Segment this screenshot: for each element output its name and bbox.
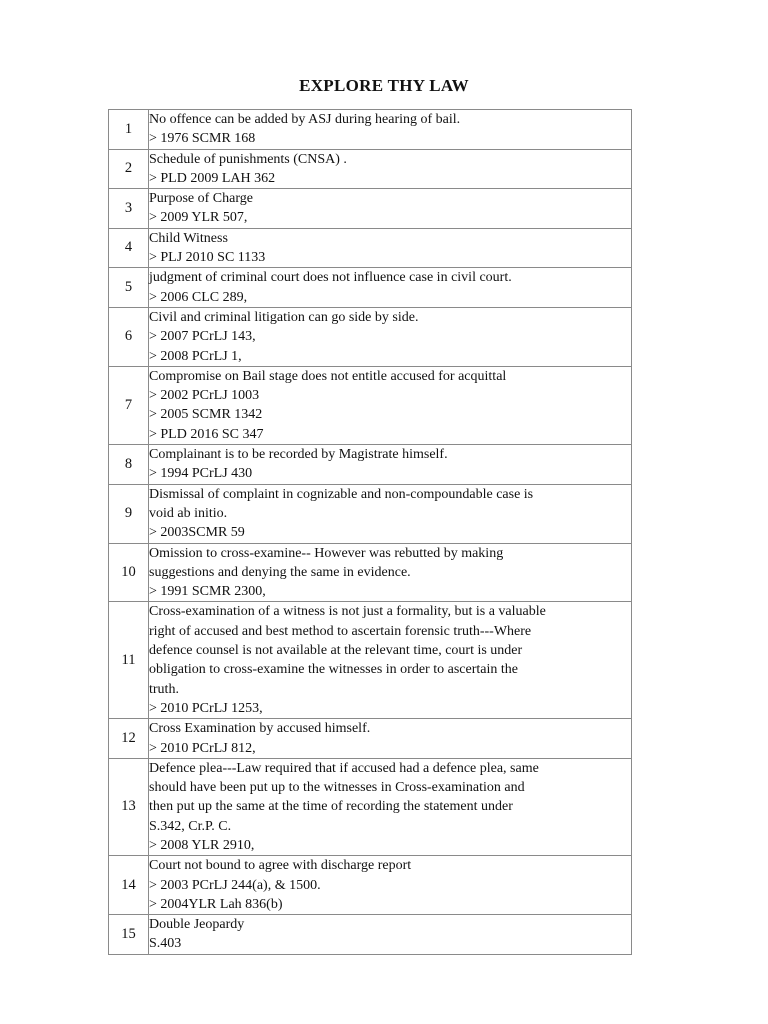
row-line: > 2008 YLR 2910, bbox=[149, 837, 255, 853]
row-line: suggestions and denying the same in evidence. bbox=[149, 564, 411, 580]
row-heading: Purpose of Charge bbox=[149, 191, 253, 207]
table-row bbox=[109, 366, 632, 444]
row-content bbox=[149, 543, 632, 602]
row-line: > 2010 PCrLJ 1253, bbox=[149, 700, 263, 716]
row-line: > 1976 SCMR 168 bbox=[149, 131, 256, 147]
row-heading: Compromise on Bail stage does not entitle accused for acquittal bbox=[149, 368, 507, 384]
law-table-body bbox=[109, 110, 632, 955]
table-row bbox=[109, 268, 632, 308]
row-line: > 2004YLR Lah 836(b) bbox=[149, 896, 283, 912]
table-row bbox=[109, 719, 632, 759]
row-number: 6 bbox=[109, 307, 149, 366]
row-line: > 2002 PCrLJ 1003 bbox=[149, 388, 260, 404]
document-title: EXPLORE THY LAW bbox=[299, 76, 469, 95]
table-row bbox=[109, 189, 632, 229]
row-heading: Complainant is to be recorded by Magistrate himself. bbox=[149, 447, 448, 463]
row-line: > 2009 YLR 507, bbox=[149, 210, 248, 226]
row-line: S.403 bbox=[149, 936, 182, 952]
row-number: 13 bbox=[109, 758, 149, 855]
row-number: 10 bbox=[109, 543, 149, 602]
row-line: right of accused and best method to ascertain forensic truth---Where bbox=[149, 623, 532, 639]
row-line: S.342, Cr.P. C. bbox=[149, 818, 232, 834]
row-content bbox=[149, 189, 632, 229]
row-heading: Child Witness bbox=[149, 230, 228, 246]
row-number: 12 bbox=[109, 719, 149, 759]
row-content bbox=[149, 484, 632, 543]
row-heading: Civil and criminal litigation can go side by side. bbox=[149, 309, 419, 325]
row-number: 9 bbox=[109, 484, 149, 543]
table-row bbox=[109, 484, 632, 543]
row-heading: Dismissal of complaint in cognizable and non-compoundable case is bbox=[149, 486, 534, 502]
row-line: > 2010 PCrLJ 812, bbox=[149, 740, 256, 756]
row-line: > 2003SCMR 59 bbox=[149, 525, 245, 541]
row-line: > 2006 CLC 289, bbox=[149, 289, 248, 305]
row-number: 5 bbox=[109, 268, 149, 308]
row-number: 7 bbox=[109, 366, 149, 444]
row-number: 2 bbox=[109, 149, 149, 189]
row-line: > PLJ 2010 SC 1133 bbox=[149, 250, 266, 266]
row-line: > 2003 PCrLJ 244(a), & 1500. bbox=[149, 877, 321, 893]
row-number: 11 bbox=[109, 602, 149, 719]
row-content bbox=[149, 149, 632, 189]
row-heading: Omission to cross-examine-- However was rebutted by making bbox=[149, 545, 504, 561]
row-content bbox=[149, 719, 632, 759]
table-row bbox=[109, 307, 632, 366]
table-row bbox=[109, 602, 632, 719]
table-row bbox=[109, 445, 632, 485]
table-row bbox=[109, 915, 632, 955]
row-content bbox=[149, 307, 632, 366]
law-table bbox=[108, 109, 632, 955]
table-row bbox=[109, 758, 632, 855]
row-number: 8 bbox=[109, 445, 149, 485]
row-line: should have been put up to the witnesses in Cross-examination and bbox=[149, 780, 525, 796]
row-line: defence counsel is not available at the relevant time, court is under bbox=[149, 643, 523, 659]
row-content bbox=[149, 228, 632, 268]
row-line: > 1991 SCMR 2300, bbox=[149, 584, 266, 600]
row-line: > 1994 PCrLJ 430 bbox=[149, 466, 253, 482]
row-content bbox=[149, 268, 632, 308]
row-heading: No offence can be added by ASJ during hearing of bail. bbox=[149, 112, 461, 127]
row-content bbox=[149, 758, 632, 855]
row-content bbox=[149, 856, 632, 915]
row-line: > PLD 2009 LAH 362 bbox=[149, 170, 276, 186]
row-heading: Schedule of punishments (CNSA) . bbox=[149, 151, 347, 167]
row-heading: Cross-examination of a witness is not just a formality, but is a valuable bbox=[149, 604, 546, 620]
row-line: then put up the same at the time of recording the statement under bbox=[149, 799, 513, 815]
row-content bbox=[149, 602, 632, 719]
table-row bbox=[109, 543, 632, 602]
table-row bbox=[109, 110, 632, 150]
row-content bbox=[149, 110, 632, 150]
row-number: 1 bbox=[109, 110, 149, 150]
row-line: > 2008 PCrLJ 1, bbox=[149, 348, 242, 364]
table-row bbox=[109, 228, 632, 268]
table-row bbox=[109, 856, 632, 915]
row-line: > 2007 PCrLJ 143, bbox=[149, 329, 256, 345]
row-line: void ab initio. bbox=[149, 505, 228, 521]
row-heading: Defence plea---Law required that if accused had a defence plea, same bbox=[149, 760, 539, 776]
row-heading: Double Jeopardy bbox=[149, 917, 245, 933]
row-line: > PLD 2016 SC 347 bbox=[149, 426, 264, 442]
row-number: 14 bbox=[109, 856, 149, 915]
row-line: > 2005 SCMR 1342 bbox=[149, 407, 263, 423]
row-line: truth. bbox=[149, 681, 179, 697]
row-number: 3 bbox=[109, 189, 149, 229]
row-content bbox=[149, 366, 632, 444]
row-number: 4 bbox=[109, 228, 149, 268]
row-heading: Cross Examination by accused himself. bbox=[149, 721, 371, 737]
row-heading: Court not bound to agree with discharge report bbox=[149, 858, 412, 874]
table-row bbox=[109, 149, 632, 189]
row-content bbox=[149, 915, 632, 955]
row-heading: judgment of criminal court does not influence case in civil court. bbox=[149, 270, 512, 286]
row-number: 15 bbox=[109, 915, 149, 955]
row-content bbox=[149, 445, 632, 485]
row-line: obligation to cross-examine the witnesses in order to ascertain the bbox=[149, 662, 518, 678]
